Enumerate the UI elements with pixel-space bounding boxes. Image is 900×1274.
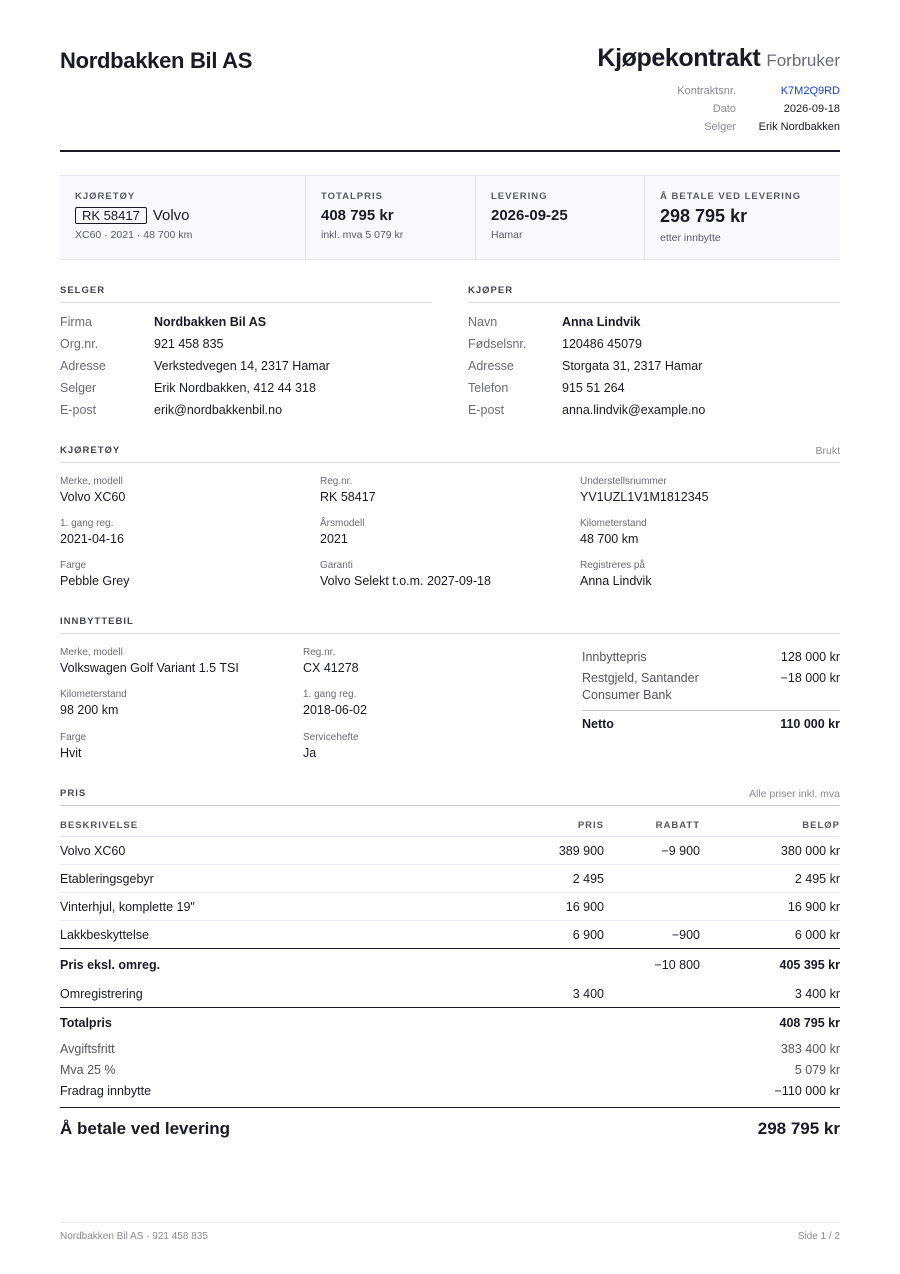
summary-value: 408 795 kr <box>321 207 394 224</box>
party-row <box>60 399 432 421</box>
registration-price: 3 400 <box>572 986 604 1001</box>
breakdown-row <box>60 1038 840 1059</box>
field-value: 2021-04-16 <box>60 532 124 546</box>
breakdown-value: 383 400 kr <box>780 1041 840 1056</box>
party-value: 120486 45079 <box>562 337 642 351</box>
summary-label: KJØRETØY <box>75 191 136 202</box>
party-label: Selger <box>60 381 97 395</box>
field-value: Volvo XC60 <box>60 490 126 504</box>
field-label: Reg.nr. <box>303 647 336 658</box>
field-value: Pebble Grey <box>60 574 130 588</box>
buyer-divider <box>468 302 840 303</box>
field-value: 2021 <box>320 532 348 546</box>
party-value: Anna Lindvik <box>562 315 641 329</box>
contract-number: K7M2Q9RD <box>780 85 840 97</box>
field-value: YV1UZL1V1M1812345 <box>580 490 709 504</box>
seller-heading: SELGER <box>60 285 106 296</box>
subtotal-discount: −10 800 <box>654 957 700 972</box>
registration-label: Omregistrering <box>60 986 143 1001</box>
meta-label: Kontraktsnr. <box>677 85 736 97</box>
buyer-heading: KJØPER <box>468 285 514 296</box>
subtotal-row <box>60 949 840 980</box>
breakdown-value: 5 079 kr <box>794 1062 840 1077</box>
header-divider <box>60 150 840 152</box>
summary-sub: Hamar <box>491 229 523 241</box>
vehicle-field <box>60 560 129 588</box>
vehicle-field <box>580 560 652 588</box>
field-value: Anna Lindvik <box>580 574 652 588</box>
field-value: 98 200 km <box>60 703 119 717</box>
field-value: CX 41278 <box>303 661 359 675</box>
party-row <box>468 355 840 377</box>
vehicle-brand: Volvo <box>152 207 190 224</box>
party-label: Firma <box>60 315 92 329</box>
tradein-valuation <box>582 646 840 731</box>
party-label: Navn <box>468 315 498 329</box>
vehicle-field <box>580 518 647 546</box>
row-description: Volvo XC60 <box>60 843 126 858</box>
tradein-field <box>303 732 359 760</box>
party-label: Fødselsnr. <box>468 337 527 351</box>
summary-strip <box>60 175 840 260</box>
field-value: Volvo Selekt t.o.m. 2027-09-18 <box>320 574 491 588</box>
party-row <box>60 311 432 333</box>
row-price: 16 900 <box>565 899 604 914</box>
footer-divider <box>60 1222 840 1223</box>
tradein-divider <box>60 633 840 634</box>
contract-meta <box>540 82 840 136</box>
field-label: Registreres på <box>580 560 646 571</box>
row-description: Etableringsgebyr <box>60 871 154 886</box>
meta-row <box>540 82 840 100</box>
vehicle-field <box>60 518 124 546</box>
summary-value: 298 795 kr <box>660 206 748 226</box>
field-label: Garanti <box>320 560 353 571</box>
vehicle-condition: Brukt <box>815 445 840 457</box>
vehicle-field <box>320 560 491 588</box>
party-label: Adresse <box>60 359 106 373</box>
summary-label: Å BETALE VED LEVERING <box>660 191 802 202</box>
vehicle-field <box>320 476 376 504</box>
meta-label: Selger <box>704 121 736 133</box>
field-label: 1. gang reg. <box>60 518 114 529</box>
field-value: Hvit <box>60 746 82 760</box>
row-price: 389 900 <box>558 843 604 858</box>
party-row <box>468 399 840 421</box>
field-label: Understellsnummer <box>580 476 667 487</box>
summary-label: LEVERING <box>491 191 548 202</box>
breakdown-label: Avgiftsfritt <box>60 1041 115 1056</box>
party-row <box>468 333 840 355</box>
party-label: Org.nr. <box>60 337 99 351</box>
field-label: Kilometerstand <box>60 689 127 700</box>
table-row <box>60 893 840 921</box>
meta-row <box>540 100 840 118</box>
party-value: erik@nordbakkenbil.no <box>154 403 283 417</box>
tradein-net: 110 000 kr <box>780 717 840 731</box>
document-title <box>597 44 840 73</box>
tradein-net-label: Netto <box>582 717 614 731</box>
breakdown-row <box>60 1059 840 1080</box>
row-price: 6 900 <box>572 927 604 942</box>
field-label: Farge <box>60 732 87 743</box>
amount-due: 298 795 kr <box>757 1118 840 1138</box>
breakdown-label: Mva 25 % <box>60 1062 116 1077</box>
vehicle-field <box>60 476 125 504</box>
field-label: Reg.nr. <box>320 476 353 487</box>
field-value: Volkswagen Golf Variant 1.5 TSI <box>60 661 239 675</box>
summary-vehicle <box>60 176 306 259</box>
registration-row <box>60 980 840 1008</box>
summary-label: TOTALPRIS <box>321 191 383 202</box>
contract-page <box>60 0 840 1274</box>
meta-label: Dato <box>712 103 736 115</box>
total-amount: 408 795 kr <box>779 1016 840 1030</box>
breakdown-value: −110 000 kr <box>774 1083 840 1098</box>
meta-row <box>540 118 840 136</box>
vehicle-field <box>580 476 709 504</box>
party-value: Storgata 31, 2317 Hamar <box>562 359 703 373</box>
contract-date: 2026-09-18 <box>783 103 840 115</box>
field-label: Merke, modell <box>60 476 123 487</box>
tradein-heading: INNBYTTEBIL <box>60 616 134 627</box>
pricing-note: Alle priser inkl. mva <box>748 788 840 800</box>
party-value: 921 458 835 <box>154 337 224 351</box>
party-value: Nordbakken Bil AS <box>154 315 267 329</box>
subtotal-amount: 405 395 kr <box>779 957 840 972</box>
field-label: Merke, modell <box>60 647 123 658</box>
seller-name: Erik Nordbakken <box>758 121 840 133</box>
col-discount: RABATT <box>655 820 700 831</box>
footer-company: Nordbakken Bil AS · 921 458 835 <box>60 1231 208 1242</box>
amount-due-row <box>60 1107 840 1149</box>
party-value: anna.lindvik@example.no <box>562 403 706 417</box>
row-amount: 380 000 kr <box>780 843 840 858</box>
table-row <box>60 837 840 865</box>
field-value: 2018-06-02 <box>303 703 367 717</box>
table-row <box>60 921 840 949</box>
price-table <box>60 815 840 1101</box>
field-label: Servicehefte <box>303 732 359 743</box>
tradein-debt: −18 000 kr <box>780 671 840 685</box>
pricing-divider <box>60 805 840 806</box>
col-price: PRIS <box>577 820 604 831</box>
buyer-block <box>468 311 840 421</box>
tradein-net-row <box>582 710 840 731</box>
field-label: Farge <box>60 560 87 571</box>
page-number: Side 1 / 2 <box>797 1231 840 1242</box>
field-value: Ja <box>303 746 317 760</box>
party-label: E-post <box>468 403 505 417</box>
row-amount: 2 495 kr <box>794 871 840 886</box>
party-row <box>468 311 840 333</box>
row-description: Vinterhjul, komplette 19" <box>60 899 195 914</box>
breakdown-label: Fradrag innbytte <box>60 1083 152 1098</box>
tradein-field <box>60 732 86 760</box>
tradein-field <box>303 689 367 717</box>
field-label: 1. gang reg. <box>303 689 357 700</box>
party-label: E-post <box>60 403 97 417</box>
summary-sub: XC60 · 2021 · 48 700 km <box>75 229 193 241</box>
party-value: 915 51 264 <box>562 381 625 395</box>
title: Kjøpekontrakt <box>597 44 761 72</box>
subtitle: Forbruker <box>766 51 840 70</box>
row-discount: −9 900 <box>661 843 700 858</box>
field-label: Kilometerstand <box>580 518 647 529</box>
party-value: Erik Nordbakken, 412 44 318 <box>154 381 316 395</box>
company-name: Nordbakken Bil AS <box>60 48 253 73</box>
tradein-field <box>60 689 127 717</box>
tradein-price-label: Innbyttepris <box>582 650 647 664</box>
total-row <box>60 1008 840 1038</box>
party-value: Verkstedvegen 14, 2317 Hamar <box>154 359 330 373</box>
field-value: RK 58417 <box>320 490 376 504</box>
summary-delivery <box>476 176 645 259</box>
pricing-heading: PRIS <box>60 788 87 799</box>
party-row <box>60 355 432 377</box>
summary-sub: etter innbytte <box>660 232 721 244</box>
party-row <box>60 377 432 399</box>
registration-amount: 3 400 kr <box>794 986 840 1001</box>
vehicle-divider <box>60 462 840 463</box>
col-description: BESKRIVELSE <box>60 820 139 831</box>
subtotal-label: Pris eksl. omreg. <box>60 957 161 972</box>
vehicle-heading: KJØRETØY <box>60 445 121 456</box>
row-amount: 6 000 kr <box>794 927 840 942</box>
tradein-debt-row <box>582 670 840 704</box>
party-row <box>60 333 432 355</box>
party-row <box>468 377 840 399</box>
summary-vehicle-value <box>75 207 290 224</box>
row-discount: −900 <box>671 927 700 942</box>
row-price: 2 495 <box>572 871 604 886</box>
price-table-header <box>60 815 840 837</box>
table-row <box>60 865 840 893</box>
summary-sub: inkl. mva 5 079 kr <box>321 229 404 241</box>
party-label: Telefon <box>468 381 509 395</box>
tradein-field <box>60 647 239 675</box>
total-label: Totalpris <box>60 1016 112 1030</box>
summary-value: 2026-09-25 <box>491 207 568 224</box>
tradein-price-row <box>582 646 840 668</box>
row-amount: 16 900 kr <box>787 899 840 914</box>
breakdown-row <box>60 1080 840 1101</box>
col-amount: BELØP <box>802 820 840 831</box>
tradein-price: 128 000 kr <box>780 650 840 664</box>
seller-block <box>60 311 432 421</box>
seller-divider <box>60 302 432 303</box>
tradein-debt-label: Restgjeld, Santander Consumer Bank <box>582 671 699 702</box>
license-plate: RK 58417 <box>75 207 147 224</box>
tradein-field <box>303 647 359 675</box>
summary-total <box>306 176 476 259</box>
vehicle-field <box>320 518 364 546</box>
party-label: Adresse <box>468 359 514 373</box>
field-value: 48 700 km <box>580 532 639 546</box>
field-label: Årsmodell <box>320 518 365 529</box>
row-description: Lakkbeskyttelse <box>60 927 149 942</box>
amount-due-label: Å betale ved levering <box>60 1118 231 1138</box>
summary-due <box>645 176 840 259</box>
